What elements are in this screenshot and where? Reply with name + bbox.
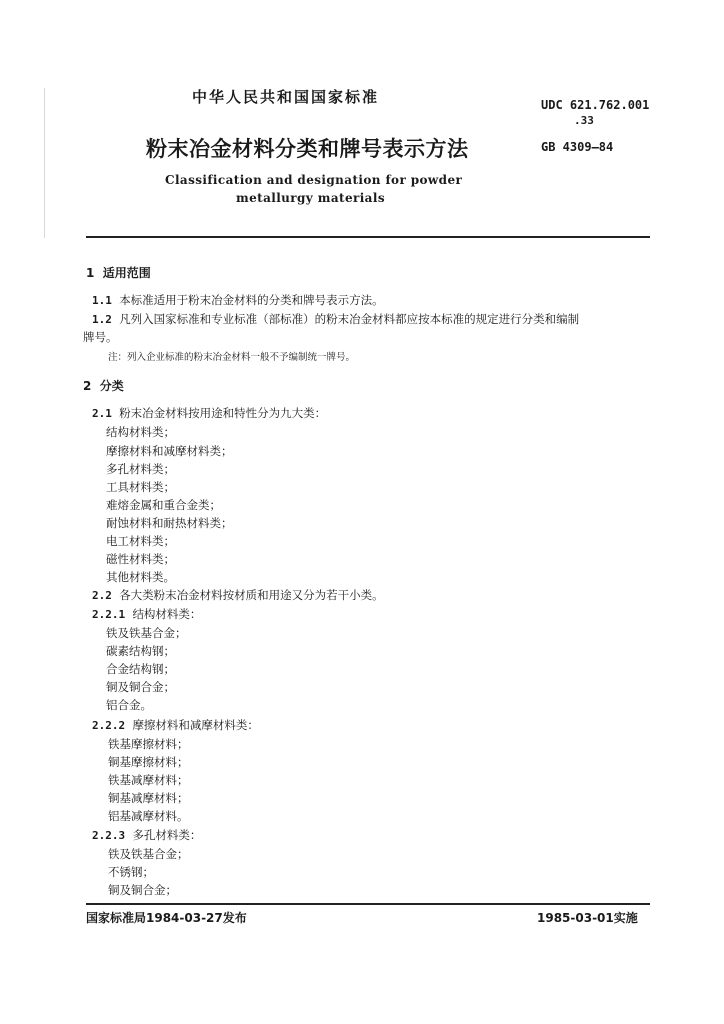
list-item: 电工材料类；: [106, 534, 175, 548]
clause-text: 本标准适用于粉末冶金材料的分类和牌号表示方法。: [119, 293, 384, 307]
gb-number: GB 4309—84: [541, 140, 614, 154]
list-item: 铜及铜合金；: [106, 680, 175, 694]
list-item: 碳素结构钢；: [106, 644, 175, 658]
clause-2-1: [92, 405, 326, 421]
clause-1-2: [92, 311, 579, 327]
clause-2-2-2: [92, 717, 259, 733]
section1-title: 适用范围: [102, 266, 151, 280]
clause-number: 2.2.2: [92, 719, 126, 732]
list-item: 铁及铁基合金；: [106, 626, 187, 640]
clause-text: 各大类粉末冶金材料按材质和用途又分为若干小类。: [119, 588, 384, 602]
footer-rule: [86, 903, 650, 905]
clause-2-2: [92, 587, 384, 603]
list-item: 铝基减摩材料。: [108, 809, 189, 823]
clause-text: 凡列入国家标准和专业标准（部标准）的粉末冶金材料都应按本标准的规定进行分类和编制: [119, 312, 580, 326]
section1-note: 注：列入企业标准的粉末冶金材料一般不予编制统一牌号。: [108, 352, 356, 363]
list-item: 不锈钢；: [108, 865, 154, 879]
section1-number: 1: [86, 266, 95, 280]
title-chinese: 粉末冶金材料分类和牌号表示方法: [146, 137, 469, 161]
clause-number: 2.2.3: [92, 829, 126, 842]
udc-number: UDC 621.762.001: [541, 98, 650, 112]
effective-date: 1985-03-01实施: [537, 911, 638, 925]
list-item: 铜基减摩材料；: [108, 791, 189, 805]
clause-2-2-1: [92, 606, 201, 622]
section2-number: 2: [83, 379, 92, 393]
list-item: 铁基摩擦材料；: [108, 737, 189, 751]
scan-margin-line: [44, 88, 45, 238]
header-rule: [86, 236, 650, 238]
list-item: 铜及铜合金；: [108, 883, 177, 897]
list-item: 多孔材料类；: [106, 462, 175, 476]
list-item: 铁基减摩材料；: [108, 773, 189, 787]
issue-date: 国家标准局1984-03-27发布: [86, 911, 247, 925]
list-item: 难熔金属和重合金类；: [106, 498, 221, 512]
section1-heading: [86, 264, 151, 281]
clause-text: 粉末冶金材料按用途和特性分为九大类：: [119, 406, 327, 420]
list-item: 合金结构钢；: [106, 662, 175, 676]
clause-number: 1.2: [92, 313, 112, 326]
list-item: 结构材料类；: [106, 425, 175, 439]
list-item: 磁性材料类；: [106, 552, 175, 566]
clause-number: 2.2: [92, 589, 112, 602]
list-item: 铜基摩擦材料；: [108, 755, 189, 769]
title-english-line1: Classification and designation for powder: [165, 173, 463, 187]
list-item: 摩擦材料和减摩材料类；: [106, 444, 233, 458]
clause-text: 多孔材料类：: [132, 828, 202, 842]
clause-number: 2.1: [92, 407, 112, 420]
udc-number-suffix: .33: [574, 114, 594, 127]
clause-2-2-3: [92, 827, 201, 843]
list-item: 铝合金。: [106, 698, 152, 712]
title-english-line2: metallurgy materials: [236, 191, 385, 205]
standard-name: 中华人民共和国国家标准: [192, 88, 380, 106]
list-item: 工具材料类；: [106, 480, 175, 494]
list-item: 铁及铁基合金；: [108, 847, 189, 861]
section2-heading: [83, 377, 124, 394]
clause-number: 1.1: [92, 294, 112, 307]
clause-number: 2.2.1: [92, 608, 126, 621]
clause-text: 结构材料类：: [132, 607, 202, 621]
clause-text: 摩擦材料和减摩材料类：: [132, 718, 259, 732]
section2-title: 分类: [99, 379, 124, 393]
clause-1-1: [92, 292, 384, 308]
list-item: 其他材料类。: [106, 570, 175, 584]
list-item: 耐蚀材料和耐热材料类；: [106, 516, 233, 530]
clause-1-2-continued: 牌号。: [83, 330, 118, 344]
